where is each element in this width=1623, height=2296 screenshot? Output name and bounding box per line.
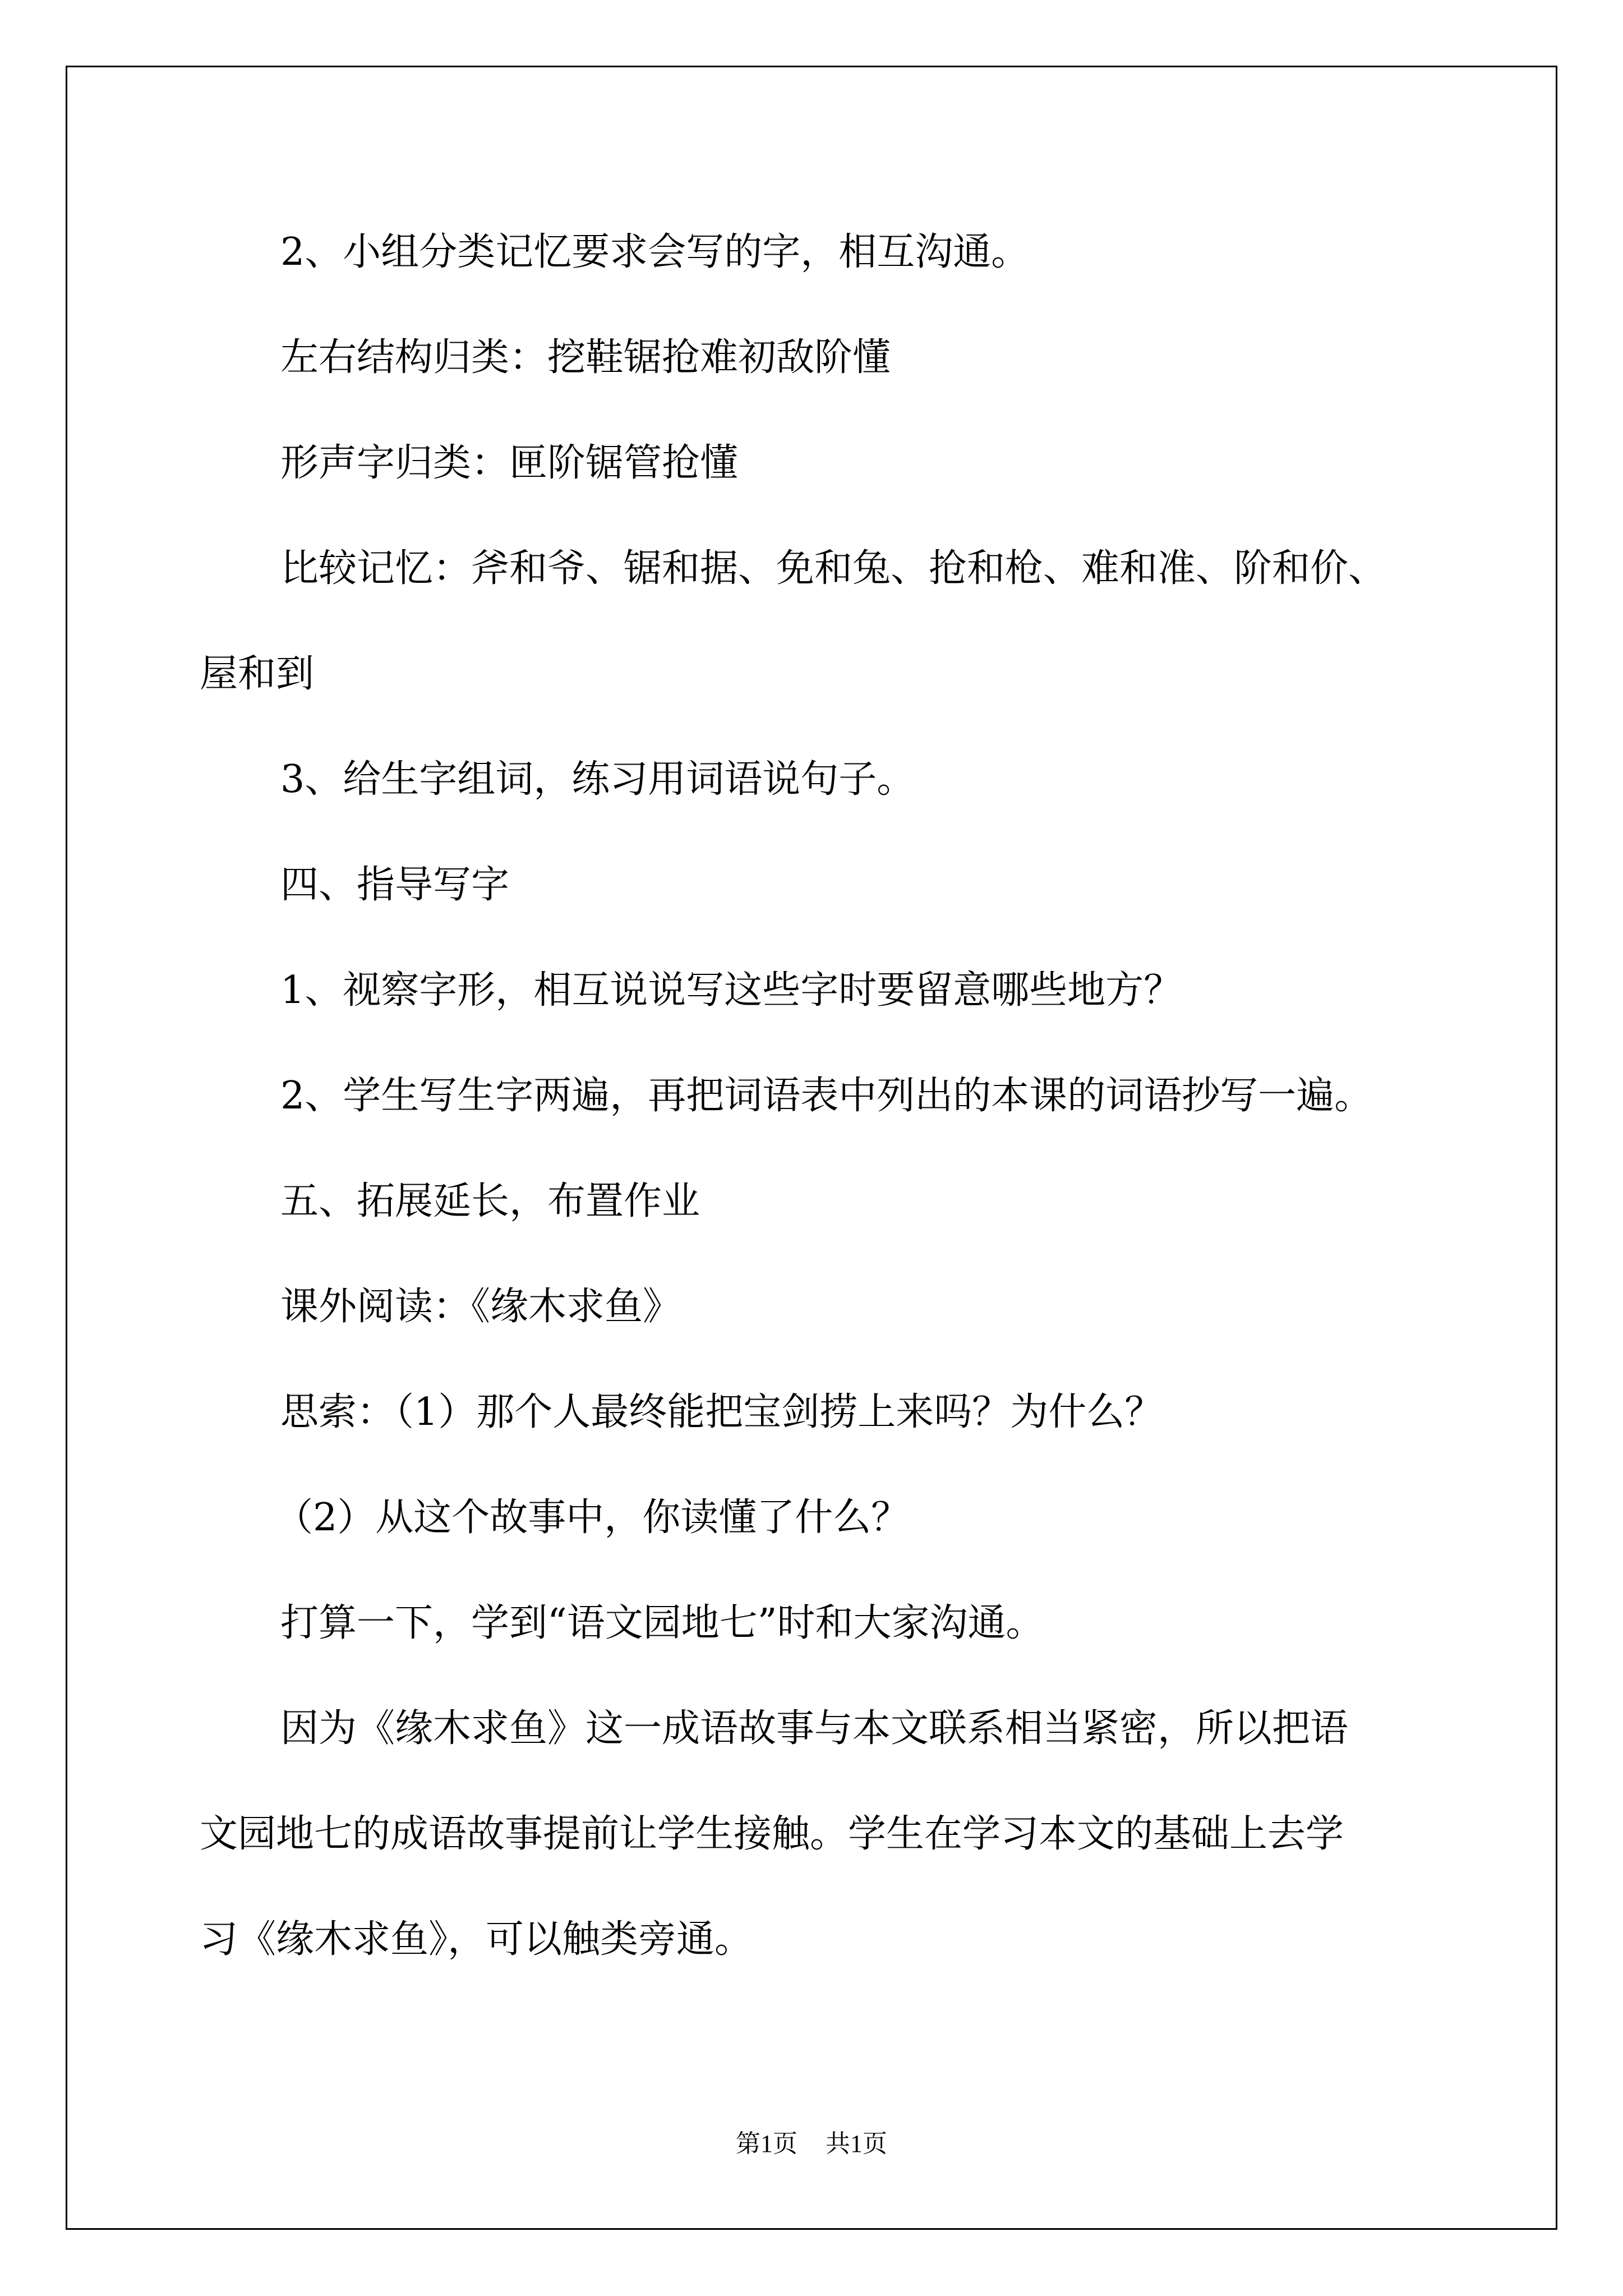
- section-heading: 四、指导写字: [280, 863, 510, 907]
- paragraph-line: 1、视察字形，相互说说写这些字时要留意哪些地方？: [280, 968, 1182, 1013]
- paragraph-line: 形声字归类：匣阶锯管抢懂: [280, 441, 739, 485]
- page-footer: [0, 2132, 1623, 2156]
- paragraph-line: 文园地七的成语故事提前让学生接触。学生在学习本文的基础上去学: [200, 1812, 1344, 1856]
- paragraph-line: 习《缘木求鱼》，可以触类旁通。: [200, 1917, 753, 1962]
- paragraph-line: 3、给生字组词，练习用词语说句子。: [280, 757, 915, 802]
- paragraph-line: 2、学生写生字两遍，再把词语表中列出的本课的词语抄写一遍。: [280, 1074, 1373, 1118]
- page-total: 共1页: [826, 2130, 887, 2157]
- section-heading: 五、拓展延长，布置作业: [280, 1179, 700, 1223]
- paragraph-line: 2、小组分类记忆要求会写的字，相互沟通。: [280, 230, 1030, 274]
- paragraph-line: 左右结构归类：挖鞋锯抢难初敌阶懂: [280, 335, 891, 380]
- paragraph-line: 课外阅读：《缘木求鱼》: [280, 1285, 681, 1329]
- paragraph-line: 屋和到: [200, 652, 315, 696]
- paragraph-line: 思索：（1）那个人最终能把宝剑捞上来吗？为什么？: [280, 1390, 1163, 1434]
- paragraph-line: 比较记忆：斧和爷、锯和据、免和兔、抢和枪、难和准、阶和价、: [280, 546, 1387, 591]
- page-border: [66, 66, 1557, 2230]
- paragraph-line: （2）从这个故事中，你读懂了什么？: [275, 1496, 910, 1540]
- page-number: 第1页: [736, 2130, 797, 2157]
- paragraph-line: 打算一下，学到“语文园地七”时和大家沟通。: [280, 1601, 1044, 1645]
- paragraph-line: 因为《缘木求鱼》这一成语故事与本文联系相当紧密，所以把语: [280, 1706, 1349, 1751]
